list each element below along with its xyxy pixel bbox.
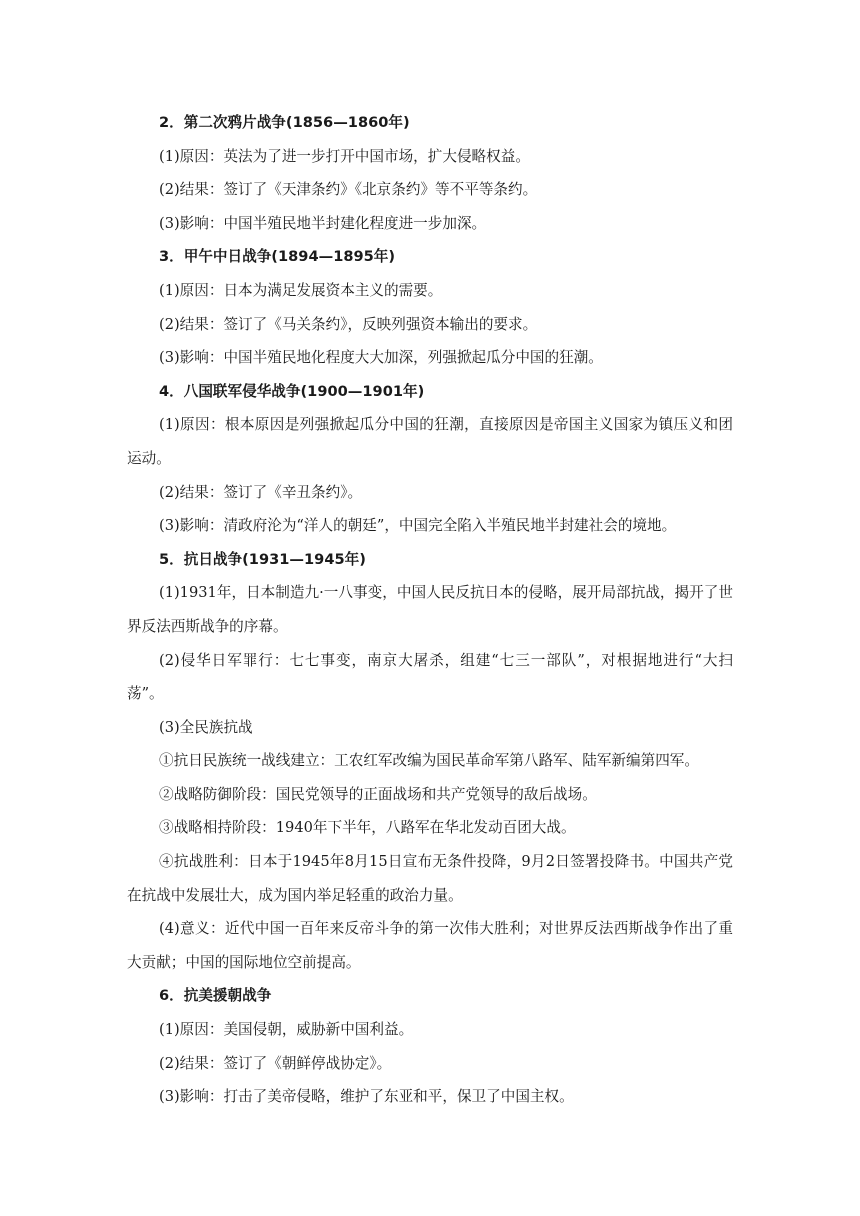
section-item: (3)影响：中国半殖民地化程度大大加深，列强掀起瓜分中国的狂潮。 (159, 349, 603, 367)
section-item: ②战略防御阶段：国民党领导的正面战场和共产党领导的敌后战场。 (159, 785, 597, 803)
section-item: (2)结果：签订了《朝鲜停战协定》。 (159, 1054, 392, 1072)
document-body (127, 106, 733, 1114)
section-item: (1)原因：日本为满足发展资本主义的需要。 (159, 281, 443, 299)
section-item: (3)影响：清政府沦为“洋人的朝廷”，中国完全陷入半殖民地半封建社会的境地。 (159, 517, 677, 535)
section-item: (1)原因：英法为了进一步打开中国市场，扩大侵略权益。 (159, 147, 530, 165)
section-item: (1)原因：根本原因是列强掀起瓜分中国的狂潮，直接原因是帝国主义国家为镇压义和团运动。 (127, 416, 733, 467)
section-heading: 5．抗日战争(1931—1945年) (159, 550, 366, 568)
section-item: ④抗战胜利：日本于1945年8月15日宣布无条件投降，9月2日签署投降书。中国共产党在抗战中发展壮大，成为国内举足轻重的政治力量。 (127, 853, 733, 904)
section-item: ①抗日民族统一战线建立：工农红军改编为国民革命军第八路军、陆军新编第四军。 (159, 752, 699, 770)
section-heading: 4．八国联军侵华战争(1900—1901年) (159, 382, 425, 400)
section-item: ③战略相持阶段：1940年下半年，八路军在华北发动百团大战。 (159, 819, 576, 837)
section-item: (2)侵华日军罪行：七七事变，南京大屠杀，组建“七三一部队”，对根据地进行“大扫荡”。 (127, 651, 733, 703)
section-item: (2)结果：签订了《马关条约》，反映列强资本输出的要求。 (159, 315, 538, 333)
section-heading: 2．第二次鸦片战争(1856—1860年) (159, 114, 410, 131)
section-item: (4)意义：近代中国一百年来反帝斗争的第一次伟大胜利；对世界反法西斯战争作出了重大贡献；中国的国际地位空前提高。 (127, 920, 733, 971)
section-item: (3)全民族抗战 (159, 718, 253, 736)
section-item: (2)结果：签订了《天津条约》《北京条约》等不平等条约。 (159, 181, 538, 199)
section-item: (1)原因：美国侵朝，威胁新中国利益。 (159, 1021, 414, 1039)
section-heading: 3．甲午中日战争(1894—1895年) (159, 248, 396, 266)
section-item: (3)影响：中国半殖民地半封建化程度进一步加深。 (159, 214, 487, 232)
section-heading: 6．抗美援朝战争 (159, 987, 272, 1005)
section-item: (2)结果：签订了《辛丑条约》。 (159, 483, 363, 501)
section-item: (3)影响：打击了美帝侵略，维护了东亚和平，保卫了中国主权。 (159, 1088, 574, 1106)
section-item: (1)1931年，日本制造九·一八事变，中国人民反抗日本的侵略，展开局部抗战，揭开了世界反法西斯战争的序幕。 (127, 584, 733, 635)
